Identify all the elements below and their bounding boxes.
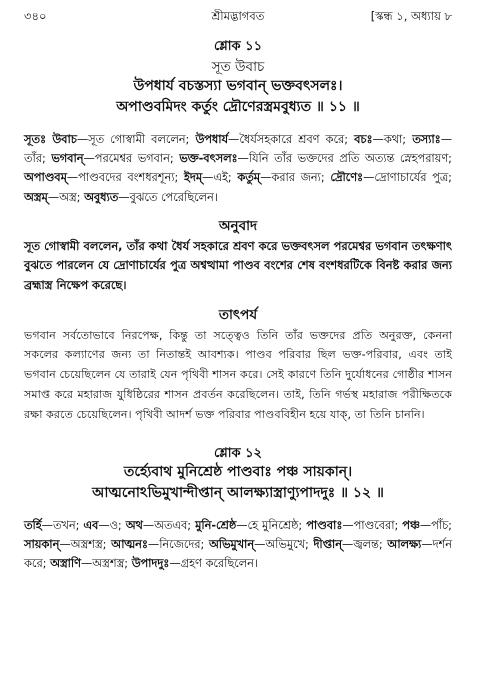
synonym-meaning: বুঝতে পেরেছিলেন।	[129, 190, 218, 204]
synonym-term: এব	[83, 518, 99, 532]
page-number: ৩৪০	[24, 9, 47, 23]
synonym-term: দীপ্তান্	[313, 537, 342, 551]
synonym-term: মুনি-শ্রেষ্ঠ	[195, 518, 237, 532]
sloka-12-verse-line-1: তর্হ্যেবাথ মুনিশ্রেষ্ঠ পাণ্ডবাঃ পঞ্চ সায়কান্।	[123, 463, 353, 480]
synonym-term: অভিমুখান্	[208, 537, 255, 551]
synonym-term: পাণ্ডবাঃ	[306, 518, 343, 532]
sloka-11-verse-line-2: অপাণ্ডবমিদং কর্তুং দ্রৌণেরস্ত্রমবুধ্যত ॥ ১১ ॥	[116, 99, 360, 115]
synonym-meaning: দর্শন করে;	[24, 537, 452, 570]
book-title: শ্রীমদ্ভাগবত	[211, 9, 265, 23]
chapter-reference: [স্কন্ধ ১, অধ্যায় ৮	[370, 9, 452, 23]
synonym-meaning: করার জন্য;	[271, 171, 331, 185]
synonym-term: উপধার্য	[195, 133, 229, 146]
synonym-term: আত্মনঃ	[111, 537, 148, 551]
synonym-meaning: অস্ত্রশস্ত্র;	[70, 537, 112, 551]
sloka-12-verse-line-2: আত্মনোঽভিমুখান্দীপ্তান্ আলক্ষ্যাস্ত্রাণ্যুপাদদুঃ ॥ ১২ ॥	[92, 484, 384, 501]
synonym-meaning: ধৈর্যসহকারে শ্রবণ করে;	[239, 133, 355, 146]
synonym-term: ভগবান্	[51, 152, 84, 166]
synonym-meaning: পাণ্ডবদের বংশধরশূন্য;	[78, 171, 185, 185]
synonym-meaning: গ্রহণ করেছিলেন।	[180, 556, 258, 570]
synonym-meaning: দ্রোণাচার্যের পুত্র;	[374, 171, 452, 185]
synonym-term: সূতঃ উবাচ	[24, 133, 77, 146]
synonym-term: পঞ্চ	[402, 518, 420, 532]
synonym-meaning: যিনি তাঁর ভক্তদের প্রতি অত্যন্ত স্নেহপরায়ণ;	[248, 152, 452, 166]
synonym-meaning: অস্ত্র;	[59, 190, 85, 204]
synonym-meaning: নিজেদের;	[159, 537, 209, 551]
sloka-11-verse-line-1: উপধার্য বচস্তস্যা ভগবান্ ভক্তবৎসলঃ।	[133, 78, 343, 94]
synonym-meaning: ও;	[109, 518, 126, 532]
synonym-term: ভক্ত-বৎসলঃ	[179, 152, 238, 166]
synonym-meaning: অভিমুখে;	[265, 537, 314, 551]
purport-heading: তাৎপর্য	[218, 306, 258, 323]
synonym-term: উপাদদুঃ	[131, 556, 170, 570]
synonym-term: তস্যাঃ	[412, 133, 441, 146]
synonym-term: অপাণ্ডবম্	[24, 171, 67, 185]
sloka-11-number: শ্লোক ১১	[213, 39, 263, 54]
synonym-meaning: পাণ্ডবেরা;	[353, 518, 403, 532]
synonym-term: আলক্ষ্য	[387, 537, 422, 551]
page-header	[24, 6, 452, 24]
synonym-term: অথ	[125, 518, 143, 532]
synonym-meaning: হে মুনিশ্রেষ্ঠ;	[247, 518, 307, 532]
synonym-term: অবুধ্যত	[84, 190, 119, 204]
synonym-term: সায়কান্	[24, 537, 60, 551]
synonym-meaning: অতএব;	[154, 518, 196, 532]
synonym-meaning: জ্বলন্ত;	[353, 537, 388, 551]
synonym-meaning: এই;	[213, 171, 238, 185]
synonym-meaning: তাঁর;	[24, 152, 52, 166]
sloka-11-synonyms: সূতঃ উবাচ—সূত গোস্বামী বললেন; উপধার্য—ধৈর্যসহকারে শ্রবণ করে; বচঃ—কথা; তস্যাঃ—তাঁর; ভগবান্—পরমেশ্বর ভগবান; ভক্ত-বৎসলঃ—যিনি তাঁর ভক্তদের প্রতি অত্যন্ত স্নেহপরায়ণ; অপাণ্ডবম্—পাণ্ডবদের বংশধরশূন্য; ইদম্—এই; কর্তুম্—করার জন্য; দ্রৌণেঃ—দ্রোণাচার্যের পুত্র; অস্ত্রম্—অস্ত্র; অবুধ্যত—বুঝতে পেরেছিলেন।	[24, 133, 452, 204]
synonym-meaning: পাঁচ;	[431, 518, 452, 532]
synonym-meaning: কথা;	[383, 133, 413, 146]
purport-text: ভগবান সর্বতোভাবে নিরপেক্ষ, কিন্তু তা সত্ত্বেও তিনি তাঁর ভক্তদের প্রতি অনুরক্ত, কেননা সকলের কল্যাণের জন্য তা নিতান্তই আবশ্যক। পাণ্ডব পরিবার ছিল ভক্ত-পরিবার, এবং তাই ভগবান চেয়েছিলেন যে তারাই যেন পৃথিবী শাসন করে। সেই কারণে তিনি দুর্যোধনের গোষ্ঠীর শাসন সমাপ্ত করে মহারাজ যুধিষ্ঠিরের শাসন প্রবর্তন করেছিলেন। তাই, তিনি গর্ভস্থ মহারাজ পরীক্ষিতকে রক্ষা করতে চেয়েছিলেন। পৃথিবী আদর্শ ভক্ত পরিবার পাণ্ডববিহীন হয়ে যাক্, তা তিনি চাননি।	[24, 328, 452, 421]
translation-text: সূত গোস্বামী বললেন, তাঁর কথা ধৈর্য সহকারে শ্রবণ করে ভক্তবৎসল পরমেশ্বর ভগবান তৎক্ষণাৎ বুঝতে পারলেন যে দ্রোণাচার্যের পুত্র অশ্বত্থামা পাণ্ডব বংশের শেষ বংশধরটিকে বিনষ্ট করার জন্য ব্রহ্মাস্ত্র নিক্ষেপ করেছে।	[24, 238, 452, 292]
synonym-term: তর্হি	[24, 518, 42, 532]
synonym-meaning: সূত গোস্বামী বললেন;	[88, 133, 196, 146]
synonym-meaning: পরমেশ্বর ভগবান;	[94, 152, 180, 166]
translation-heading: অনুবাদ	[218, 217, 258, 234]
synonym-term: ইদম্	[184, 171, 203, 185]
synonym-term: অস্ত্রাণি	[50, 556, 81, 570]
synonym-term: দ্রৌণেঃ	[330, 171, 364, 185]
sloka-11-speaker: সূত উবাচ	[211, 59, 265, 75]
synonym-term: অস্ত্রম্	[24, 190, 48, 204]
sloka-12-synonyms: তর্হি—তখন; এব—ও; অথ—অতএব; মুনি-শ্রেষ্ঠ—হে মুনিশ্রেষ্ঠ; পাণ্ডবাঃ—পাণ্ডবেরা; পঞ্চ—পাঁচ; সায়কান্—অস্ত্রশস্ত্র; আত্মনঃ—নিজেদের; অভিমুখান্—অভিমুখে; দীপ্তান্—জ্বলন্ত; আলক্ষ্য—দর্শন করে; অস্ত্রাণি—অস্ত্রশস্ত্র; উপাদদুঃ—গ্রহণ করেছিলেন।	[24, 518, 452, 570]
synonym-meaning: তখন;	[52, 518, 84, 532]
synonym-meaning: অস্ত্রশস্ত্র;	[92, 556, 132, 570]
synonym-term: বচঃ	[354, 133, 373, 146]
synonym-term: কর্তুম্	[237, 171, 261, 185]
sloka-12-number: শ্লোক ১২	[213, 445, 263, 461]
